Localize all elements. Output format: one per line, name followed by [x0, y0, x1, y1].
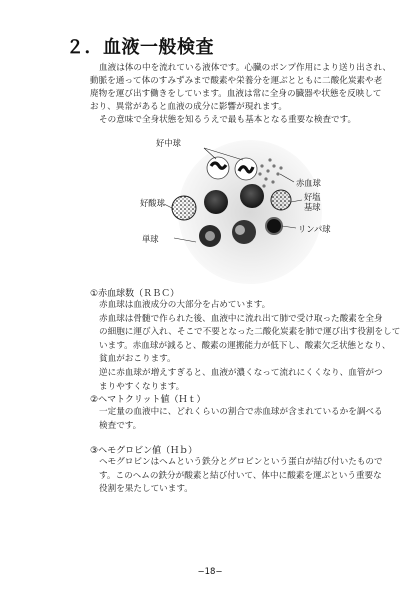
label-neutrophil: 好中球: [156, 138, 181, 148]
intro-paragraph: [90, 62, 392, 114]
page-number: −18−: [197, 567, 223, 577]
section-title: ２．血液一般検査: [66, 37, 214, 58]
body-line: 一定量の血液中に、どれくらいの割合で赤血球が含まれているかを調べる: [99, 407, 383, 417]
body-line: 赤血球は骨髄で作られた後、血液中に流れ出て肺で受け取った酸素を全身: [99, 313, 383, 324]
label-monocyte: 単球: [142, 234, 159, 244]
intro-line: その意味で全身状態を知るうえで最も基本となる重要な検査です。: [99, 115, 357, 125]
lymphocyte-cell: [266, 218, 282, 234]
intro-line: 動脈を通って体のすみずみまで酸素や栄養分を運ぶとともに二酸化炭素や老: [90, 76, 383, 86]
section-heading-rbc: ①赤血球数（ＲＢＣ）: [90, 289, 180, 299]
pointer-line: [164, 204, 172, 208]
dark-cell: [240, 184, 264, 208]
body-line: まりやすくなります。: [99, 381, 185, 392]
label-basophil-2: 基球: [304, 202, 321, 212]
body-line: います。赤血球が減ると、酸素の運搬能力が低下し、酸素欠乏状態となり、: [99, 340, 391, 351]
label-red-blood-cell: 赤血球: [296, 178, 321, 188]
dark-cell: [204, 190, 228, 214]
section-body-hb: [99, 456, 383, 497]
body-line: ヘモグロビンはヘムという鉄分とグロビンという蛋白が結び付いたもので: [99, 457, 383, 467]
body-line: 逆に赤血球が増えすぎると、血液が濃くなって流れにくくなり、血管がつ: [99, 367, 383, 378]
label-lymphocyte: リンパ球: [298, 224, 331, 234]
intro-line: 血液は体の中を流れている液体です。心臓のポンプ作用により送り出され、: [99, 63, 392, 73]
label-basophil-1: 好塩: [304, 192, 321, 202]
body-line: 役割を果たしています。: [99, 484, 193, 495]
section-heading-hb: ③ヘモグロビン値（Ｈｂ）: [90, 446, 198, 456]
basophil-cell: [271, 190, 291, 210]
blood-cell-diagram: [140, 124, 350, 284]
intro-line: 廃物を運び出す働きをしています。血液は常に全身の臓器や状態を反映して: [90, 89, 382, 99]
section-body-ht: [99, 406, 383, 433]
label-eosinophil: 好酸球: [140, 198, 165, 208]
section-heading-ht: ②ヘマトクリット値（Ｈｔ）: [90, 395, 206, 405]
section-body-rbc: [99, 299, 401, 394]
body-line: 貧血がおこります。: [99, 354, 176, 365]
body-line: 検査です。: [99, 420, 142, 431]
eosinophil-cell: [172, 196, 196, 220]
intro-line: おり、異常があると血液の成分に影響が現れます。: [90, 102, 287, 112]
body-line: 赤血球は血液成分の大部分を占めています。: [99, 300, 271, 310]
body-line: す。このヘムの鉄分が酸素と結び付いて、体中に酸素を運ぶという重要な: [99, 470, 382, 481]
body-line: の細胞に運び入れ、そこで不要となった二酸化炭素を肺で運び出す役割をして: [99, 327, 401, 338]
